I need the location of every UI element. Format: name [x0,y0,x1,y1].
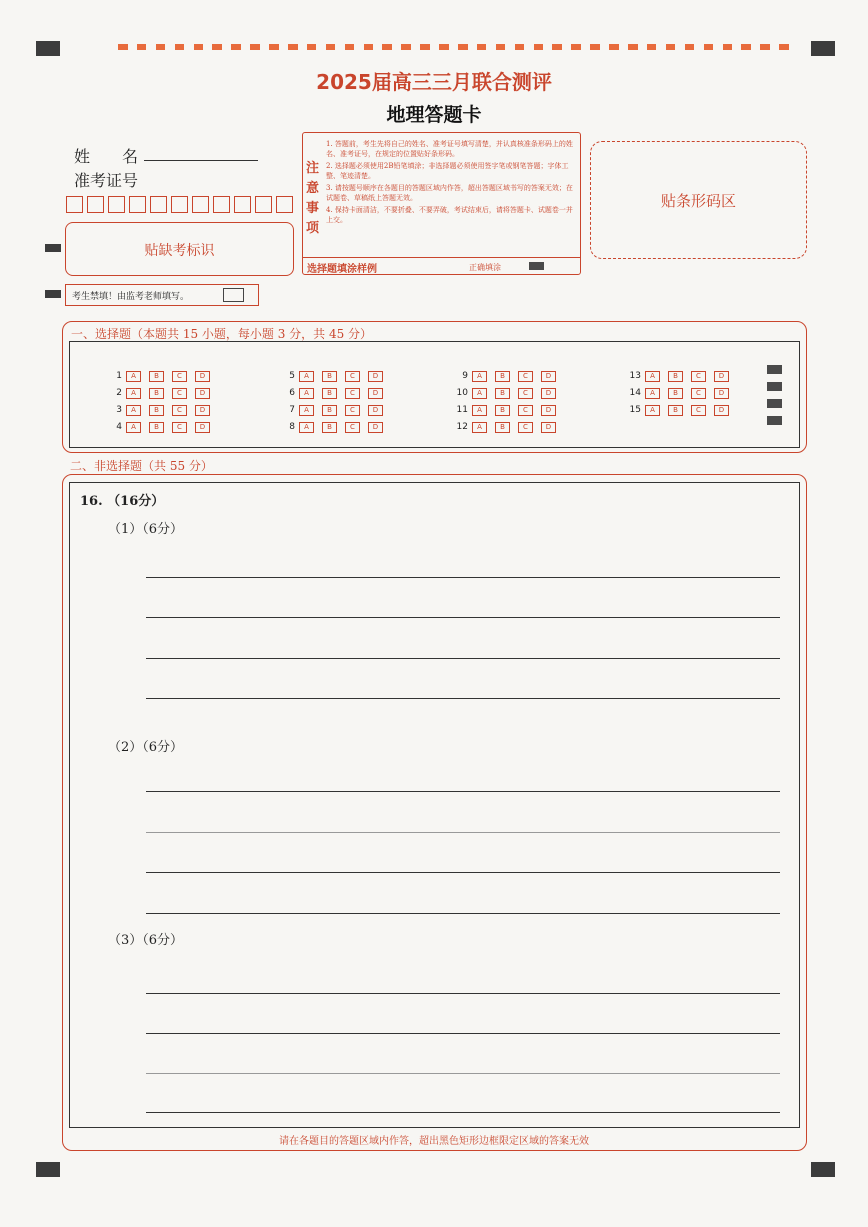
option-bubble-b[interactable]: B [149,388,164,399]
option-bubble-c[interactable]: C [172,405,187,416]
timing-dash [137,44,147,50]
timing-dash [364,44,374,50]
question-row [625,363,737,380]
timing-dash [326,44,336,50]
footer-note: 请在各题目的答题区域内作答，超出黑色矩形边框限定区域的答案无效 [279,1136,589,1147]
option-bubble-c[interactable]: C [345,405,360,416]
timing-dash [231,44,241,50]
option-bubble-d[interactable]: D [714,388,729,399]
timing-dash [496,44,506,50]
option-bubble-c[interactable]: C [345,388,360,399]
registration-mark-bottom-left [36,1162,60,1177]
option-bubble-c[interactable]: C [345,371,360,382]
name-field[interactable] [144,160,258,161]
question-number: 8 [289,422,295,432]
option-bubble-c[interactable]: C [518,388,533,399]
question-row [625,380,737,397]
answer-line[interactable] [146,791,780,792]
timing-dash [515,44,525,50]
timing-dash [288,44,298,50]
barcode-label: 贴条形码区 [660,192,736,210]
timing-mark [767,416,782,425]
option-bubble-d[interactable]: D [714,371,729,382]
question-row [625,397,737,414]
option-bubble-b[interactable]: B [149,422,164,433]
option-bubble-b[interactable]: B [495,371,510,382]
answer-area [69,482,800,1128]
question-row [279,363,391,380]
timing-dash [534,44,544,50]
timing-dash [685,44,695,50]
answer-line[interactable] [146,993,780,994]
fill-example-label: 选择题填涂样例 [307,264,377,275]
timing-dash [552,44,562,50]
answer-line[interactable] [146,698,780,699]
timing-dash [345,44,355,50]
answer-line[interactable] [146,617,780,618]
option-bubble-b[interactable]: B [149,371,164,382]
question-row [106,363,218,380]
question-row [279,380,391,397]
option-bubble-a[interactable]: A [472,388,487,399]
option-bubble-b[interactable]: B [322,388,337,399]
notice-item-4: 4. 保持卡面清洁，不要折叠、不要弄破，考试结束后，请将答题卡、试题卷一并上交。 [326,206,573,224]
answer-line[interactable] [146,1073,780,1074]
timing-mark [767,382,782,391]
timing-mark [767,399,782,408]
question-row [452,380,564,397]
option-bubble-c[interactable]: C [172,422,187,433]
option-bubble-d[interactable]: D [541,422,556,433]
notice-item-3: 3. 请按题号顺序在各题目的答题区域内作答，超出答题区域书写的答案无效；在试题卷、草稿纸上答题无效。 [326,184,573,202]
timing-dash [212,44,222,50]
side-mark [45,244,61,252]
question-row [106,380,218,397]
name-label: 姓 名 [74,147,139,166]
option-bubble-b[interactable]: B [668,371,683,382]
option-bubble-a[interactable]: A [645,371,660,382]
option-bubble-a[interactable]: A [126,371,141,382]
timing-mark [767,365,782,374]
option-bubble-d[interactable]: D [541,405,556,416]
option-bubble-d[interactable]: D [368,405,383,416]
answer-line[interactable] [146,577,780,578]
question-row [452,363,564,380]
question-row [279,414,391,431]
timing-dash [175,44,185,50]
card-subtitle: 地理答题卡 [386,104,482,126]
question-number: 7 [289,405,295,415]
option-bubble-b[interactable]: B [322,371,337,382]
timing-dash [741,44,751,50]
timing-dash [269,44,279,50]
question-number: 3 [116,405,122,415]
option-bubble-d[interactable]: D [368,371,383,382]
question-number: 10 [456,388,468,398]
timing-dash [666,44,676,50]
part-3-label: （3）（6分） [108,933,184,948]
question-column [452,363,564,431]
proctor-checkbox[interactable] [223,288,244,302]
option-bubble-a[interactable]: A [126,422,141,433]
correct-fill-sample [529,262,544,270]
option-bubble-b[interactable]: B [322,405,337,416]
question-row [279,397,391,414]
proctor-note-box [65,284,259,306]
choice-area [69,341,800,448]
option-bubble-a[interactable]: A [645,388,660,399]
timing-dash [609,44,619,50]
notice-box [302,132,581,275]
correct-fill-label: 正确填涂 [469,263,501,272]
question-row [106,397,218,414]
option-bubble-b[interactable]: B [668,405,683,416]
option-bubble-c[interactable]: C [345,422,360,433]
part-1-label: （1）（6分） [108,522,184,537]
timing-dash [704,44,714,50]
timing-dash [628,44,638,50]
question-16-label: 16. （16分） [80,494,165,509]
proctor-note: 考生禁填！由监考老师填写。 [72,292,190,302]
question-number: 4 [116,422,122,432]
registration-mark-top-left [36,41,60,56]
registration-mark-bottom-right [811,1162,835,1177]
answer-line[interactable] [146,832,780,833]
part-2-label: （2）（6分） [108,740,184,755]
section2-title: 二、非选择题（共 55 分） [70,459,213,473]
question-number: 5 [289,371,295,381]
question-row [452,414,564,431]
option-bubble-a[interactable]: A [472,371,487,382]
option-bubble-c[interactable]: C [172,371,187,382]
absent-sticker-area [65,222,294,276]
question-number: 11 [456,405,468,415]
option-bubble-b[interactable]: B [495,388,510,399]
option-bubble-d[interactable]: D [368,422,383,433]
section1-frame [62,321,807,453]
id-number-boxes[interactable] [66,196,298,217]
timing-dash [156,44,166,50]
section1-title: 一、选择题（本题共 15 小题，每小题 3 分，共 45 分） [71,327,373,341]
notice-item-1: 1. 答题前，考生先将自己的姓名、准考证号填写清楚，并认真核准条形码上的姓名、准考证号，在规定的位置贴好条形码。 [326,140,573,158]
timing-dash [647,44,657,50]
option-bubble-d[interactable]: D [195,388,210,399]
answer-line[interactable] [146,872,780,873]
timing-dash [401,44,411,50]
timing-dash [307,44,317,50]
question-column [106,363,218,431]
option-bubble-a[interactable]: A [645,405,660,416]
id-label: 准考证号 [74,171,139,190]
option-bubble-b[interactable]: B [495,405,510,416]
timing-dash [760,44,770,50]
option-bubble-d[interactable]: D [195,405,210,416]
option-bubble-a[interactable]: A [299,371,314,382]
option-bubble-d[interactable]: D [541,388,556,399]
option-bubble-c[interactable]: C [518,422,533,433]
option-bubble-c[interactable]: C [518,371,533,382]
answer-line[interactable] [146,1033,780,1034]
timing-dash [118,44,128,50]
notice-heading: 注意事项 [306,161,320,236]
question-number: 2 [116,388,122,398]
option-bubble-b[interactable]: B [149,405,164,416]
option-bubble-a[interactable]: A [126,388,141,399]
timing-dash [420,44,430,50]
exam-title: 2025届高三三月联合测评 [316,70,552,94]
option-bubble-c[interactable]: C [172,388,187,399]
answer-line[interactable] [146,1112,780,1113]
option-bubble-b[interactable]: B [495,422,510,433]
option-bubble-c[interactable]: C [691,371,706,382]
question-number: 13 [629,371,641,381]
question-row [106,414,218,431]
option-bubble-d[interactable]: D [195,371,210,382]
option-bubble-c[interactable]: C [691,405,706,416]
timing-dash [194,44,204,50]
option-bubble-a[interactable]: A [299,388,314,399]
option-bubble-a[interactable]: A [299,422,314,433]
option-bubble-d[interactable]: D [368,388,383,399]
option-bubble-b[interactable]: B [668,388,683,399]
question-number: 1 [116,371,122,381]
question-row [452,397,564,414]
option-bubble-b[interactable]: B [322,422,337,433]
timing-dash [779,44,789,50]
barcode-area [590,141,807,259]
timing-dash [382,44,392,50]
option-bubble-d[interactable]: D [714,405,729,416]
question-number: 15 [629,405,641,415]
option-bubble-c[interactable]: C [691,388,706,399]
timing-dash [250,44,260,50]
timing-dash [477,44,487,50]
registration-mark-top-right [811,41,835,56]
option-bubble-d[interactable]: D [541,371,556,382]
question-column [625,363,737,414]
question-number: 12 [456,422,468,432]
absent-label: 贴缺考标识 [144,243,215,259]
notice-item-2: 2. 选择题必须使用2B铅笔填涂；非选择题必须使用签字笔或钢笔答题；字体工整、笔迹清楚。 [326,162,569,180]
timing-track [118,44,798,52]
question-number: 14 [629,388,641,398]
question-number: 9 [462,371,468,381]
option-bubble-a[interactable]: A [299,405,314,416]
option-bubble-a[interactable]: A [126,405,141,416]
option-bubble-d[interactable]: D [195,422,210,433]
answer-line[interactable] [146,658,780,659]
question-column [279,363,391,431]
answer-line[interactable] [146,913,780,914]
timing-dash [590,44,600,50]
timing-dash [458,44,468,50]
timing-dash [571,44,581,50]
question-number: 6 [289,388,295,398]
option-bubble-c[interactable]: C [518,405,533,416]
timing-dash [439,44,449,50]
timing-dash [723,44,733,50]
option-bubble-a[interactable]: A [472,405,487,416]
side-mark [45,290,61,298]
option-bubble-a[interactable]: A [472,422,487,433]
